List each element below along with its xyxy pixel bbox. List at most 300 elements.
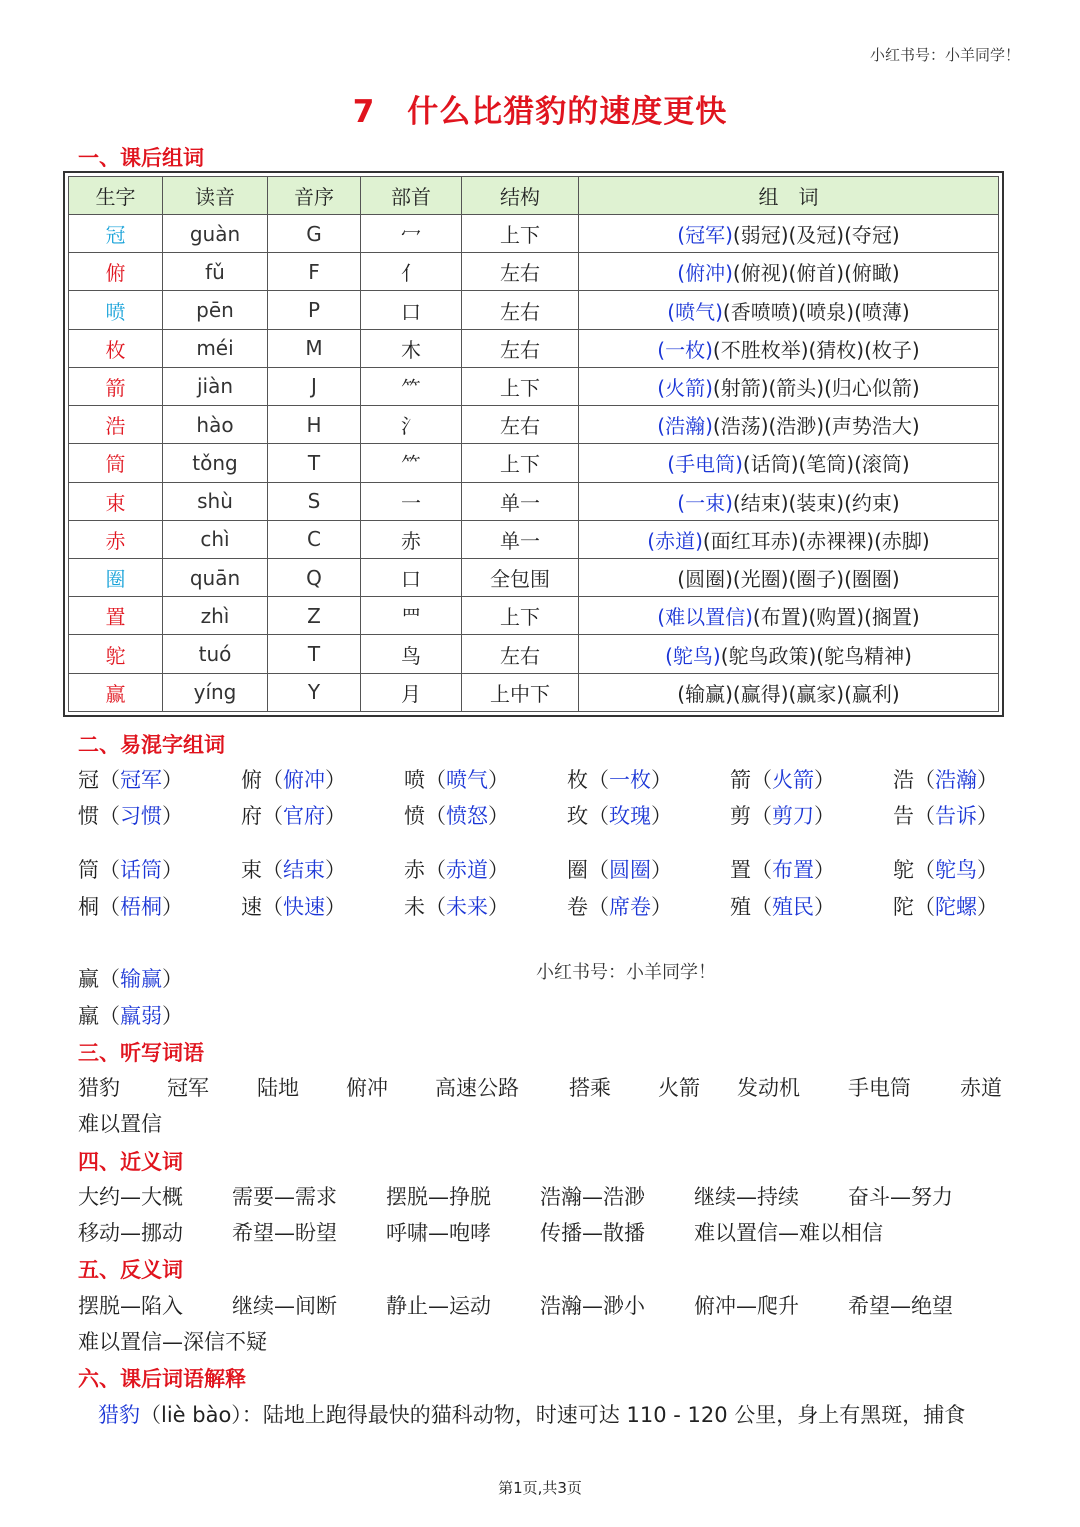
words-cell: [579, 673, 999, 711]
pinyin-cell: guàn: [163, 215, 268, 253]
confusable-item: [567, 764, 672, 794]
paren-close: ）: [162, 858, 183, 882]
paren-open: （: [262, 768, 283, 792]
confusable-word: 愤怒: [446, 804, 488, 828]
confusable-char: 府: [241, 804, 262, 828]
confusable-row-3b: [78, 1000, 1018, 1036]
confusable-char: 速: [241, 895, 262, 919]
pinyin-cell: fǔ: [163, 253, 268, 291]
header-initial: 音序: [268, 177, 361, 215]
table-row: [69, 329, 999, 367]
section-heading-5: 五、反义词: [78, 1258, 183, 1282]
paren-open: （: [588, 858, 609, 882]
other-words: (鸵鸟政策)(鸵鸟精神): [720, 643, 912, 668]
confusable-char: 陀: [893, 895, 914, 919]
synonyms-line-2: [78, 1217, 1018, 1247]
confusable-item: [730, 891, 835, 921]
confusable-item: [241, 764, 346, 794]
confusable-row-2a: [78, 854, 1018, 890]
radical-cell: 罒: [361, 597, 462, 635]
confusable-word: 席卷: [609, 895, 651, 919]
paren-close: ）: [814, 768, 835, 792]
structure-cell: 上下: [462, 367, 579, 405]
confusable-item: [567, 854, 672, 884]
confusable-item: [567, 800, 672, 830]
paren-open: （: [99, 1004, 120, 1028]
confusable-item: [241, 854, 346, 884]
word-item: 大约—大概: [78, 1185, 183, 1209]
paren-close: ）: [488, 895, 509, 919]
paren-close: ）: [977, 858, 998, 882]
word-item: 摆脱—陷入: [78, 1294, 183, 1318]
other-words: (浩荡)(浩渺)(声势浩大): [712, 414, 920, 439]
pinyin-cell: méi: [163, 329, 268, 367]
paren-open: （: [425, 768, 446, 792]
radical-cell: ⺮: [361, 444, 462, 482]
other-words: (布置)(购置)(搁置): [752, 605, 920, 630]
char-cell: 箭: [69, 367, 163, 405]
char-cell: 赢: [69, 673, 163, 711]
word-item: 陆地: [257, 1076, 299, 1100]
confusable-char: 愤: [404, 804, 425, 828]
confusable-char: 喷: [404, 768, 425, 792]
word-item: 发动机: [737, 1076, 800, 1100]
paren-open: （: [262, 804, 283, 828]
confusable-char: 冠: [78, 768, 99, 792]
word-item: 移动—挪动: [78, 1221, 183, 1245]
key-word: (一束): [677, 490, 733, 515]
structure-cell: 上下: [462, 215, 579, 253]
confusable-word: 陀螺: [935, 895, 977, 919]
section-heading-3: 三、听写词语: [78, 1041, 204, 1065]
words-cell: [579, 406, 999, 444]
structure-cell: 左右: [462, 329, 579, 367]
words-cell: [579, 215, 999, 253]
paren-close: ）: [814, 858, 835, 882]
confusable-item: [893, 891, 998, 921]
key-word: (难以置信): [657, 605, 753, 630]
words-cell: [579, 558, 999, 596]
paren-open: （: [99, 858, 120, 882]
char-cell: 浩: [69, 406, 163, 444]
structure-cell: 上下: [462, 597, 579, 635]
radical-cell: 赤: [361, 520, 462, 558]
confusable-item: [893, 854, 998, 884]
other-words: (俯视)(俯首)(俯瞰): [732, 261, 900, 286]
confusable-item: [78, 800, 183, 830]
other-words: (圆圈)(光圈)(圈子)(圈圈): [677, 567, 900, 592]
confusable-word: 赤道: [446, 858, 488, 882]
initial-cell: G: [268, 215, 361, 253]
characters-table: [68, 176, 999, 712]
confusable-char: 赤: [404, 858, 425, 882]
paren-open: （: [99, 804, 120, 828]
confusable-word: 快速: [283, 895, 325, 919]
confusable-word: 圆圈: [609, 858, 651, 882]
header-structure: 结构: [462, 177, 579, 215]
paren-close: ）: [488, 858, 509, 882]
word-item: 希望—盼望: [232, 1221, 337, 1245]
confusable-word: 布置: [772, 858, 814, 882]
table-row: [69, 520, 999, 558]
confusable-char: 圈: [567, 858, 588, 882]
words-cell: [579, 597, 999, 635]
table-row: [69, 635, 999, 673]
confusable-char: 卷: [567, 895, 588, 919]
word-item: 俯冲—爬升: [694, 1294, 799, 1318]
other-words: (香喷喷)(喷泉)(喷薄): [722, 299, 910, 324]
paren-open: （: [914, 895, 935, 919]
confusable-word: 殖民: [772, 895, 814, 919]
table-row: [69, 291, 999, 329]
confusable-char: 玫: [567, 804, 588, 828]
key-word: (手电筒): [667, 452, 743, 477]
word-item: 浩瀚—浩渺: [540, 1185, 645, 1209]
radical-cell: 鸟: [361, 635, 462, 673]
word-item: 冠军: [167, 1076, 209, 1100]
confusable-item: [893, 764, 998, 794]
confusable-word: 剪刀: [772, 804, 814, 828]
confusable-char: 告: [893, 804, 914, 828]
char-cell: 赤: [69, 520, 163, 558]
paren-close: ）: [162, 768, 183, 792]
section-heading-4: 四、近义词: [78, 1150, 183, 1174]
words-cell: [579, 367, 999, 405]
confusable-char: 剪: [730, 804, 751, 828]
paren-open: （: [425, 858, 446, 882]
table-row: [69, 482, 999, 520]
explanation-text: 陆地上跑得最快的猫科动物，时速可达 110 - 120 公里，身上有黑斑，捕食: [262, 1403, 966, 1427]
initial-cell: T: [268, 444, 361, 482]
paren-close: ）: [325, 858, 346, 882]
word-item: 继续—持续: [694, 1185, 799, 1209]
watermark-middle: 小红书号：小羊同学！: [536, 962, 716, 983]
word-item: 手电筒: [848, 1076, 911, 1100]
page-title: 7 什么比猎豹的速度更快: [352, 94, 728, 130]
word-item: 俯冲: [346, 1076, 388, 1100]
confusable-word: 俯冲: [283, 768, 325, 792]
confusable-word: 习惯: [120, 804, 162, 828]
word-item: 希望—绝望: [848, 1294, 953, 1318]
initial-cell: Y: [268, 673, 361, 711]
table-row: [69, 253, 999, 291]
initial-cell: T: [268, 635, 361, 673]
radical-cell: 口: [361, 558, 462, 596]
initial-cell: J: [268, 367, 361, 405]
confusable-char: 鸵: [893, 858, 914, 882]
table-row: [69, 444, 999, 482]
word-item: 火箭: [658, 1076, 700, 1100]
word-item: 摆脱—挣脱: [386, 1185, 491, 1209]
confusable-item: [78, 764, 183, 794]
paren-close: ）: [325, 768, 346, 792]
radical-cell: 冖: [361, 215, 462, 253]
structure-cell: 单一: [462, 520, 579, 558]
structure-cell: 上中下: [462, 673, 579, 711]
confusable-char: 赢: [78, 967, 99, 991]
confusable-item: [404, 764, 509, 794]
pinyin-cell: tuó: [163, 635, 268, 673]
other-words: (话筒)(笔筒)(滚筒): [742, 452, 910, 477]
initial-cell: M: [268, 329, 361, 367]
confusable-row-2b: [78, 891, 1018, 927]
confusable-word: 官府: [283, 804, 325, 828]
paren-open: （: [588, 804, 609, 828]
structure-cell: 上下: [462, 444, 579, 482]
confusable-item: [730, 800, 835, 830]
key-word: (火箭): [657, 375, 713, 400]
pinyin-cell: zhì: [163, 597, 268, 635]
word-item: 静止—运动: [386, 1294, 491, 1318]
word-item: 呼啸—咆哮: [386, 1221, 491, 1245]
confusable-word: 输赢: [120, 967, 162, 991]
watermark-top: 小红书号：小羊同学！: [869, 46, 1020, 64]
paren-open: （: [914, 858, 935, 882]
word-item: 赤道: [960, 1076, 1002, 1100]
word-item: 继续—间断: [232, 1294, 337, 1318]
word-item: 搭乘: [569, 1076, 611, 1100]
paren-close: ）: [488, 768, 509, 792]
page-footer: 第1页,共3页: [498, 1479, 582, 1497]
confusable-item: [404, 800, 509, 830]
confusable-row-1b: [78, 800, 1018, 836]
confusable-word: 火箭: [772, 768, 814, 792]
confusable-item: [730, 854, 835, 884]
pinyin-cell: pēn: [163, 291, 268, 329]
paren-open: （: [99, 895, 120, 919]
confusable-char: 殖: [730, 895, 751, 919]
word-item: 难以置信: [78, 1112, 162, 1136]
radical-cell: 木: [361, 329, 462, 367]
paren-open: （: [751, 804, 772, 828]
words-cell: [579, 253, 999, 291]
paren-open: （: [99, 768, 120, 792]
confusable-char: 桐: [78, 895, 99, 919]
structure-cell: 左右: [462, 253, 579, 291]
words-cell: [579, 482, 999, 520]
confusable-char: 俯: [241, 768, 262, 792]
structure-cell: 全包围: [462, 558, 579, 596]
pinyin-cell: chì: [163, 520, 268, 558]
confusable-item: [78, 963, 183, 993]
word-item: 难以置信—深信不疑: [78, 1330, 267, 1354]
confusable-word: 告诉: [935, 804, 977, 828]
paren-close: ）: [651, 768, 672, 792]
words-cell: [579, 635, 999, 673]
char-cell: 圈: [69, 558, 163, 596]
confusable-word: 喷气: [446, 768, 488, 792]
key-word: (浩瀚): [657, 414, 713, 439]
words-cell: [579, 520, 999, 558]
words-cell: [579, 291, 999, 329]
char-cell: 冠: [69, 215, 163, 253]
confusable-word: 玫瑰: [609, 804, 651, 828]
table-row: [69, 597, 999, 635]
pinyin-cell: yíng: [163, 673, 268, 711]
paren-close: ）: [651, 858, 672, 882]
confusable-item: [567, 891, 672, 921]
confusable-item: [241, 891, 346, 921]
confusable-word: 一枚: [609, 768, 651, 792]
radical-cell: 氵: [361, 406, 462, 444]
confusable-row-1a: [78, 764, 1018, 800]
paren-close: ）: [162, 967, 183, 991]
antonyms-line-1: [78, 1290, 1018, 1320]
initial-cell: Q: [268, 558, 361, 596]
confusable-item: [78, 891, 183, 921]
section-heading-6: 六、课后词语解释: [78, 1367, 246, 1391]
confusable-item: [730, 764, 835, 794]
paren-open: （: [425, 895, 446, 919]
structure-cell: 左右: [462, 406, 579, 444]
confusable-char: 箭: [730, 768, 751, 792]
char-cell: 俯: [69, 253, 163, 291]
paren-open: （: [425, 804, 446, 828]
header-pinyin: 读音: [163, 177, 268, 215]
pinyin-cell: hào: [163, 406, 268, 444]
initial-cell: P: [268, 291, 361, 329]
table-row: [69, 558, 999, 596]
key-word: (冠军): [677, 223, 733, 248]
confusable-char: 浩: [893, 768, 914, 792]
char-cell: 置: [69, 597, 163, 635]
confusable-char: 羸: [78, 1004, 99, 1028]
pinyin-cell: tǒng: [163, 444, 268, 482]
char-cell: 束: [69, 482, 163, 520]
paren-close: ）: [488, 804, 509, 828]
paren-open: （: [262, 858, 283, 882]
confusable-item: [404, 891, 509, 921]
radical-cell: ⺮: [361, 367, 462, 405]
pinyin-cell: quān: [163, 558, 268, 596]
confusable-char: 惯: [78, 804, 99, 828]
initial-cell: C: [268, 520, 361, 558]
words-cell: [579, 444, 999, 482]
confusable-char: 枚: [567, 768, 588, 792]
key-word: (鸵鸟): [665, 643, 721, 668]
explanation-term: 猎豹: [98, 1403, 140, 1427]
table-row: [69, 406, 999, 444]
section-heading-2: 二、易混字组词: [78, 733, 225, 757]
paren-open: （: [751, 858, 772, 882]
structure-cell: 左右: [462, 291, 579, 329]
structure-cell: 单一: [462, 482, 579, 520]
confusable-word: 羸弱: [120, 1004, 162, 1028]
explanation-line: [98, 1399, 965, 1429]
paren-open: （: [751, 895, 772, 919]
char-cell: 筒: [69, 444, 163, 482]
section-heading-1: 一、课后组词: [78, 146, 204, 170]
confusable-word: 浩瀚: [935, 768, 977, 792]
paren-open: （: [751, 768, 772, 792]
confusable-item: [893, 800, 998, 830]
confusable-char: 未: [404, 895, 425, 919]
radical-cell: 亻: [361, 253, 462, 291]
antonyms-line-2: [78, 1326, 1018, 1356]
other-words: (面红耳赤)(赤裸裸)(赤脚): [702, 528, 930, 553]
pinyin-cell: jiàn: [163, 367, 268, 405]
word-item: 浩瀚—渺小: [540, 1294, 645, 1318]
paren-open: （: [588, 768, 609, 792]
confusable-word: 未来: [446, 895, 488, 919]
confusable-item: [404, 854, 509, 884]
paren-close: ）: [651, 895, 672, 919]
synonyms-line-1: [78, 1181, 1018, 1211]
key-word: (一枚): [657, 337, 713, 362]
radical-cell: 一: [361, 482, 462, 520]
other-words: (输赢)(赢得)(赢家)(赢利): [677, 681, 900, 706]
paren-close: ）: [325, 895, 346, 919]
initial-cell: H: [268, 406, 361, 444]
table-header-row: [69, 177, 999, 215]
key-word: (俯冲): [677, 261, 733, 286]
paren-open: （: [262, 895, 283, 919]
confusable-word: 结束: [283, 858, 325, 882]
table-row: [69, 215, 999, 253]
confusable-char: 置: [730, 858, 751, 882]
header-char: 生字: [69, 177, 163, 215]
radical-cell: 月: [361, 673, 462, 711]
pinyin-cell: shù: [163, 482, 268, 520]
paren-close: ）: [651, 804, 672, 828]
table-row: [69, 367, 999, 405]
char-cell: 鸵: [69, 635, 163, 673]
confusable-word: 鸵鸟: [935, 858, 977, 882]
other-words: (不胜枚举)(猜枚)(枚子): [712, 337, 920, 362]
confusable-char: 束: [241, 858, 262, 882]
word-item: 难以置信—难以相信: [694, 1221, 883, 1245]
word-item: 需要—需求: [232, 1185, 337, 1209]
char-cell: 喷: [69, 291, 163, 329]
confusable-item: [78, 854, 183, 884]
paren-open: （: [914, 804, 935, 828]
header-words: 组 词: [579, 177, 999, 215]
confusable-word: 梧桐: [120, 895, 162, 919]
radical-cell: 口: [361, 291, 462, 329]
other-words: (弱冠)(及冠)(夺冠): [732, 223, 900, 248]
word-item: 传播—散播: [540, 1221, 645, 1245]
words-cell: [579, 329, 999, 367]
confusable-word: 冠军: [120, 768, 162, 792]
dictation-line-1: [78, 1072, 1018, 1102]
paren-close: ）: [977, 895, 998, 919]
structure-cell: 左右: [462, 635, 579, 673]
paren-close: ）: [162, 895, 183, 919]
word-item: 高速公路: [435, 1076, 519, 1100]
other-words: (射箭)(箭头)(归心似箭): [712, 375, 920, 400]
char-cell: 枚: [69, 329, 163, 367]
initial-cell: Z: [268, 597, 361, 635]
characters-table-frame: [63, 171, 1004, 717]
paren-close: ）: [814, 804, 835, 828]
initial-cell: F: [268, 253, 361, 291]
key-word: (喷气): [667, 299, 723, 324]
confusable-item: [241, 800, 346, 830]
paren-open: （: [99, 967, 120, 991]
paren-close: ）: [162, 1004, 183, 1028]
paren-close: ）: [977, 768, 998, 792]
initial-cell: S: [268, 482, 361, 520]
paren-open: （: [914, 768, 935, 792]
paren-close: ）: [814, 895, 835, 919]
confusable-word: 话筒: [120, 858, 162, 882]
word-item: 奋斗—努力: [848, 1185, 953, 1209]
confusable-char: 筒: [78, 858, 99, 882]
other-words: (结束)(装束)(约束): [732, 490, 900, 515]
paren-open: （: [588, 895, 609, 919]
paren-close: ）: [325, 804, 346, 828]
explanation-pinyin: （liè bào）：: [140, 1403, 263, 1427]
